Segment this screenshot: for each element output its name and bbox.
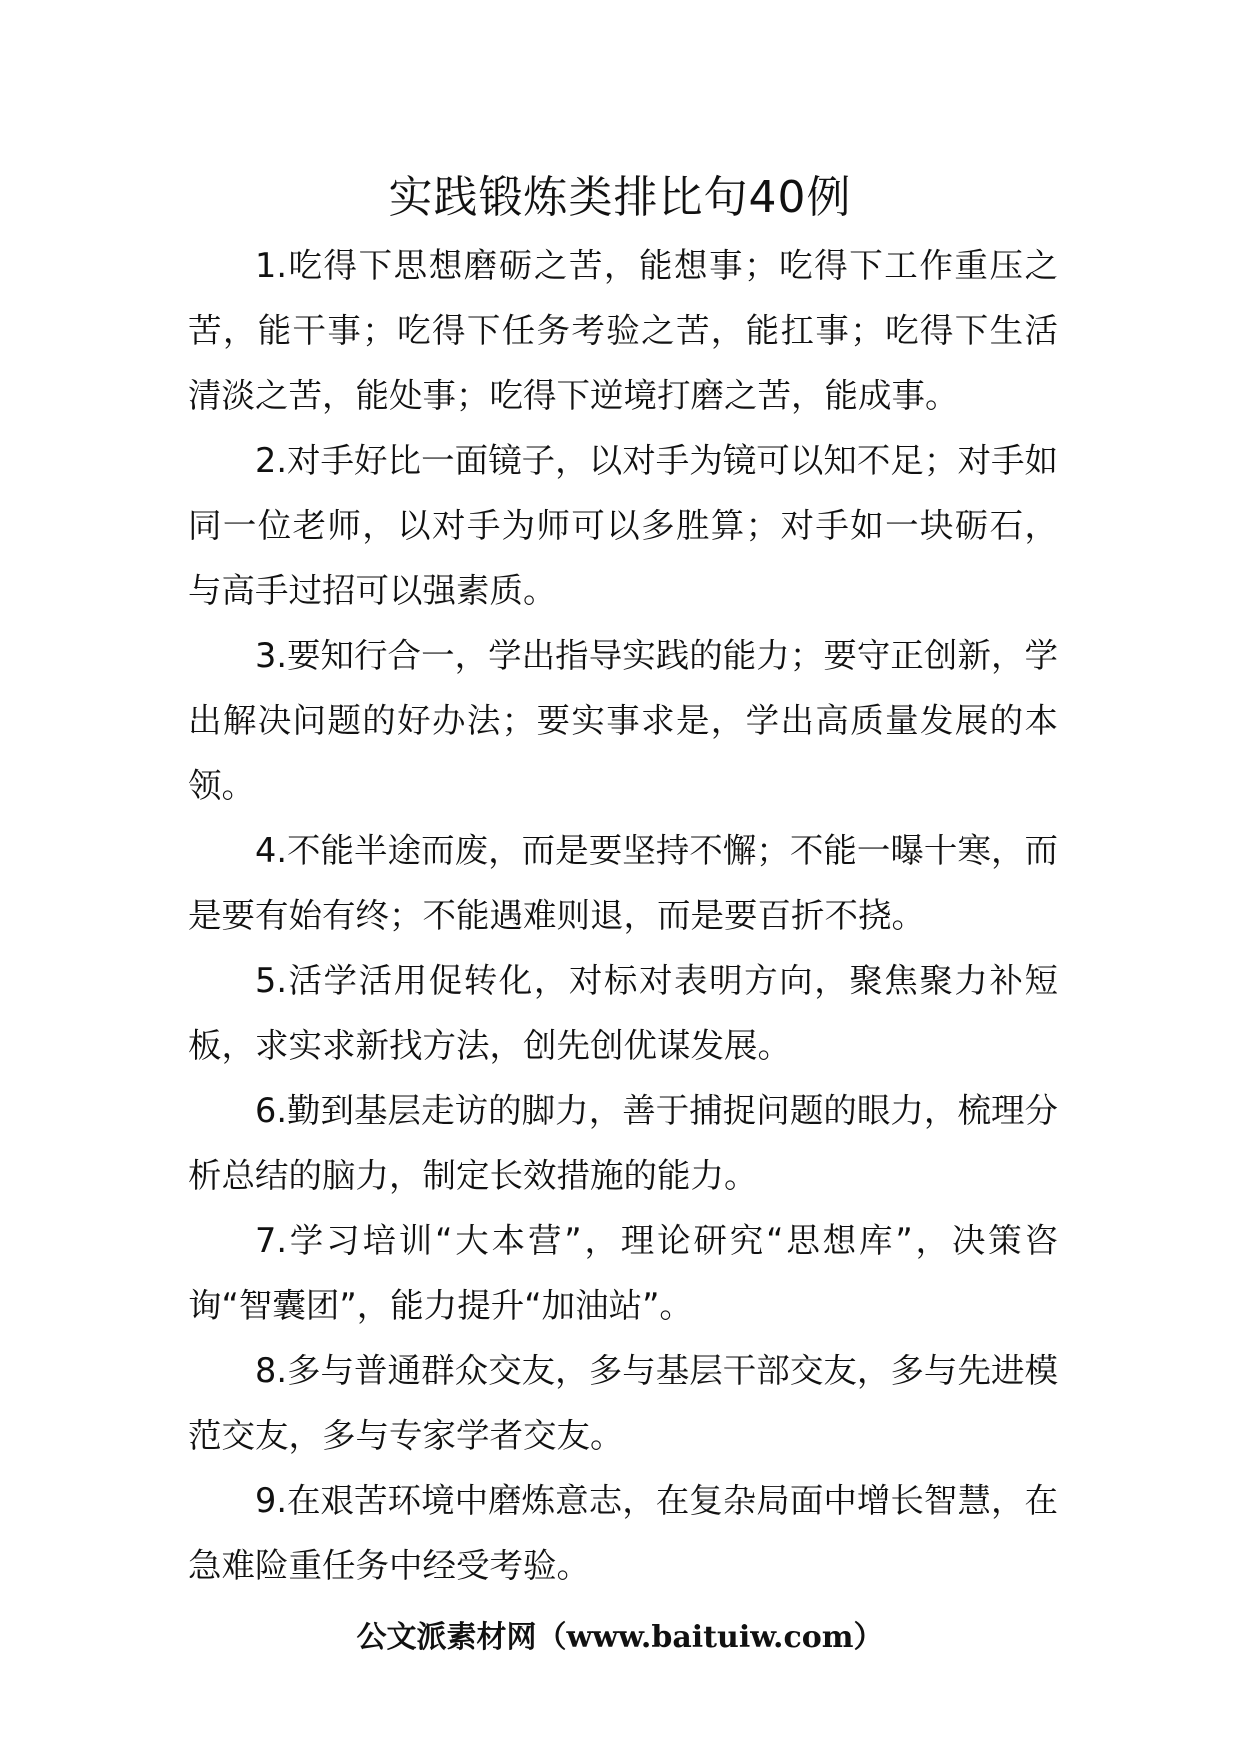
- source-footer: 公文派素材网（www.baituiw.com）: [356, 1620, 884, 1655]
- paragraph-2: 2.对手好比一面镜子，以对手为镜可以知不足；对手如同一位老师，以对手为师可以多胜算；对手如一块砺石，与高手过招可以强素质。: [188, 441, 1058, 610]
- paragraph-4: 4.不能半途而废，而是要坚持不懈；不能一曝十寒，而是要有始有终；不能遇难则退，而是要百折不挠。: [188, 831, 1058, 935]
- paragraph-1: 1.吃得下思想磨砺之苦，能想事；吃得下工作重压之苦，能干事；吃得下任务考验之苦，能扛事；吃得下生活清淡之苦，能处事；吃得下逆境打磨之苦，能成事。: [188, 246, 1058, 415]
- document-title: 实践锻炼类排比句40例: [388, 172, 852, 223]
- paragraph-5: 5.活学活用促转化，对标对表明方向，聚焦聚力补短板，求实求新找方法，创先创优谋发展。: [188, 961, 1058, 1065]
- paragraph-3: 3.要知行合一，学出指导实践的能力；要守正创新，学出解决问题的好办法；要实事求是，学出高质量发展的本领。: [188, 636, 1058, 805]
- paragraph-9: 9.在艰苦环境中磨炼意志，在复杂局面中增长智慧，在急难险重任务中经受考验。: [188, 1481, 1058, 1585]
- document-body: [188, 233, 1058, 1598]
- paragraph-7: 7.学习培训“大本营”，理论研究“思想库”，决策咨询“智囊团”，能力提升“加油站”。: [188, 1221, 1058, 1325]
- paragraph-8: 8.多与普通群众交友，多与基层干部交友，多与先进模范交友，多与专家学者交友。: [188, 1351, 1058, 1455]
- paragraph-6: 6.勤到基层走访的脚力，善于捕捉问题的眼力，梳理分析总结的脑力，制定长效措施的能力。: [188, 1091, 1058, 1195]
